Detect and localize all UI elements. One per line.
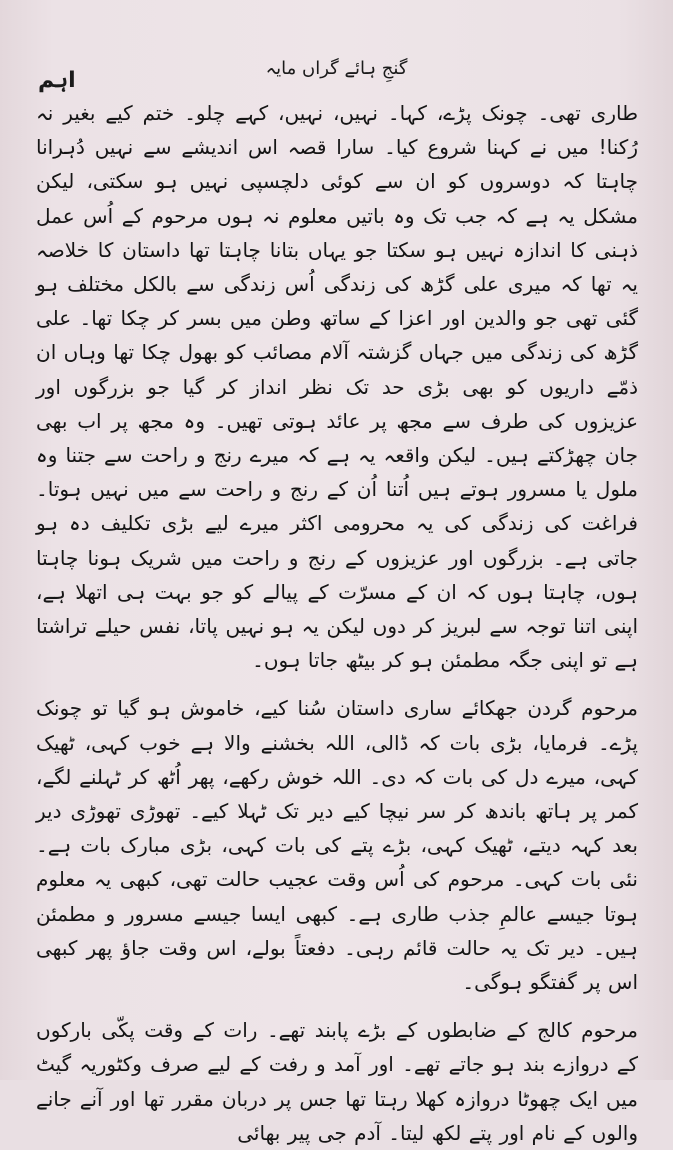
paragraph-gap [36,677,638,691]
running-title: گنجِ ہائے گراں مایہ [265,58,408,79]
page-number: اہم [38,68,76,93]
paragraph: مرحوم کالج کے ضابطوں کے بڑے پابند تھے۔ رات کے وقت پکّی بارکوں کے دروازے بند ہو جاتے تھے۔ اور آمد و رفت کے لیے صرف وکٹوریہ گیٹ میں ایک چھوٹا دروازہ کھلا رہتا تھا جس پر دربان مقرر تھا اور آنے جانے والوں کے نام اور پتے لکھ لیتا۔ آدم جی پیر بھائی [36,1018,638,1145]
paragraph-gap [36,999,638,1013]
body-text [36,96,638,1150]
paragraph: مرحوم گردن جھکائے ساری داستان سُنا کیے، خاموش ہو گیا تو چونک پڑے۔ فرمایا، بڑی بات کہ ڈالی، اللہ بخشنے والا ہے خوب کہی، ٹھیک کہی، میرے دل کی بات کہ دی۔ اللہ خوش رکھے، پھر اُٹھ کر ٹہلنے لگے، کمر پر ہاتھ باندھ کر سر نیچا کیے دیر تک ٹہلا کیے۔ تھوڑی تھوڑی دیر بعد کہہ دیتے، ٹھیک کہی، بڑے پتے کی بات کہی، بڑی مبارک بات ہے۔ نئی بات کہی۔ مرحوم کی اُس وقت عجیب حالت تھی، کبھی یہ معلوم ہوتا جیسے عالمِ جذب طاری ہے۔ کبھی ایسا جیسے مسرور و مطمئن ہیں۔ دیر تک یہ حالت قائم رہی۔ دفعتاً بولے، اس وقت جاؤ پھر کبھی اس پر گفتگو ہوگی۔ [36,696,638,995]
paragraph: طاری تھی۔ چونک پڑے، کہا۔ نہیں، نہیں، کہے چلو۔ ختم کیے بغیر نہ رُکنا! میں نے کہنا شروع کیا۔ سارا قصہ اس اندیشے سے نہیں دُہرانا چاہتا کہ دوسروں کو ان سے کوئی دلچسپی نہیں ہو سکتی، لیکن مشکل یہ ہے کہ جب تک وہ باتیں معلوم نہ ہوں مرحوم کے اُس عمل ذہنی کا اندازہ نہیں ہو سکتا جو یہاں بتانا چاہتا تھا داستان کا خلاصہ یہ تھا کہ میری علی گڑھ کی زندگی اُس زندگی سے بالکل مختلف ہو گئی تھی جو والدین اور اعزا کے ساتھ وطن میں بسر کر چکا تھا۔ علی گڑھ کی زندگی میں جہاں گزشتہ آلام مصائب کو بھول چکا تھا وہاں ان ذمّے داریوں کو بھی بڑی حد تک نظر انداز کر گیا جو بزرگوں اور عزیزوں کی طرف سے مجھ پر عائد ہوتی تھیں۔ وہ مجھ پر اب بھی جان چھڑکتے ہیں۔ لیکن واقعہ یہ ہے کہ میرے رنج و راحت سے جتنا وہ ملول یا مسرور ہوتے ہیں اُتنا اُن کے رنج و راحت سے میں نہیں ہوتا۔ فراغت کی زندگی کی یہ محرومی اکثر میرے لیے بڑی تکلیف دہ ہو جاتی ہے۔ بزرگوں اور عزیزوں کے رنج و راحت میں شریک ہونا چاہتا ہوں، چاہتا ہوں کہ ان کے مسرّت کے پیالے کو جو بہت ہی اتھلا ہے، اپنی اتنا توجہ سے لبریز کر دوں لیکن یہ ہو نہیں پاتا، نفس حیلے تراشتا ہے تو اپنی جگہ مطمئن ہو کر بیٹھ جاتا ہوں۔ [36,101,638,673]
